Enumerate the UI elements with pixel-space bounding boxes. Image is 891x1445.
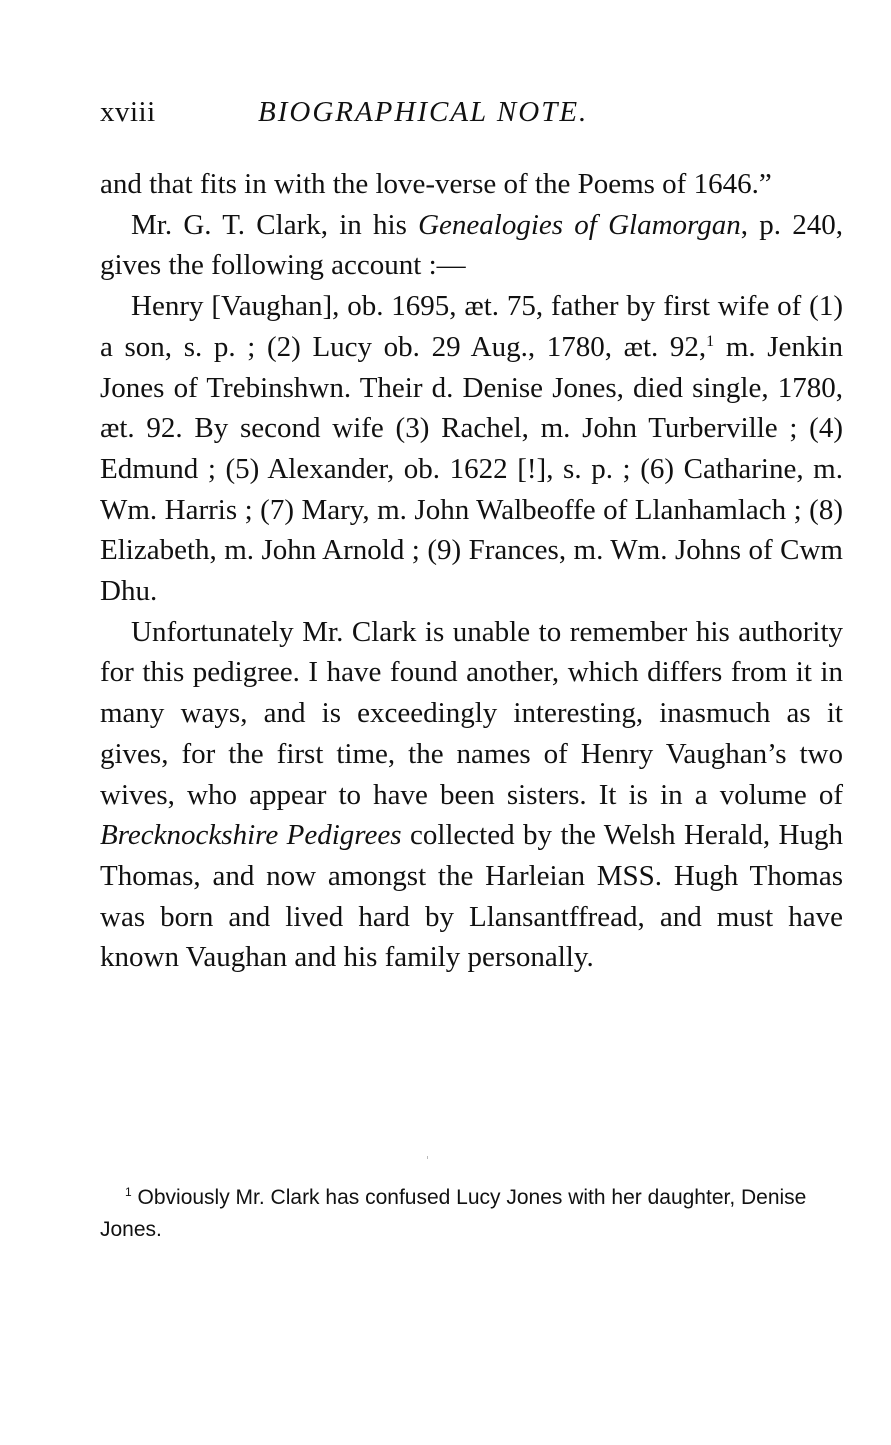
running-title: BIOGRAPHICAL NOTE. bbox=[258, 96, 589, 128]
footnote-text: Obviously Mr. Clark has confused Lucy Jones with her daughter, Denise Jones. bbox=[100, 1186, 807, 1241]
paragraph-text: Mr. G. T. Clark, in his bbox=[131, 208, 419, 241]
footnote-reference: 1 bbox=[706, 332, 715, 350]
paragraph-text: , p. 240, gives the following account :— bbox=[100, 208, 843, 282]
footnote-marker: 1 bbox=[125, 1185, 132, 1199]
paragraph-text: Unfortunately Mr. Clark is unable to remember his authority for this pedigree. I have found another, which differs from it in many ways, and is exceedingly interesting, inasmuch as it gives, for the first time, the names of Henry Vaughan’s two wives, who appear to have been sisters. It is in a volume of bbox=[100, 615, 843, 811]
paragraph-text: Henry [Vaughan], ob. 1695, æt. 75, father by first wife of (1) a son, s. p. ; (2) Lucy ob. 29 Aug., 1780, æt. 92, bbox=[100, 290, 843, 363]
paragraph-text: collected by the Welsh Herald, Hugh Thomas, and now amongst the Harleian MSS. Hugh Thomas was born and lived hard by Llansantffread, and must have known Vaughan and his family personally. bbox=[100, 819, 843, 974]
paragraph-pedigree bbox=[100, 286, 843, 612]
running-header bbox=[100, 96, 845, 136]
paragraph-text: m. Jenkin Jones of Trebinshwn. Their d. Denise Jones, died single, 1780, æt. 92. By second wife (3) Rachel, m. John Turberville ; (4) Edmund ; (5) Alexander, ob. 1622 [!], s. p. ; (6) Catharine, m. Wm. Harris ; (7) Mary, m. John Walbeoffe of Llanhamlach ; (8) Elizabeth, m. John Arnold ; (9) Frances, m. Wm. Johns of Cwm Dhu. bbox=[100, 330, 843, 608]
paragraph-clark-account bbox=[100, 205, 843, 286]
body-text bbox=[100, 164, 843, 978]
paragraph-authority bbox=[100, 612, 843, 978]
page-number: xviii bbox=[100, 96, 156, 128]
footnote bbox=[100, 1182, 840, 1246]
book-title-brecknockshire: Brecknockshire Pedigrees bbox=[100, 819, 402, 852]
footnote-text-line bbox=[100, 1182, 840, 1246]
paragraph-text: and that fits in with the love-verse of the Poems of 1646.” bbox=[100, 168, 772, 200]
footnote-separator bbox=[427, 1156, 428, 1159]
paragraph-continuation bbox=[100, 164, 843, 205]
book-title-genealogies: Genealogies of Glamorgan bbox=[418, 208, 741, 241]
